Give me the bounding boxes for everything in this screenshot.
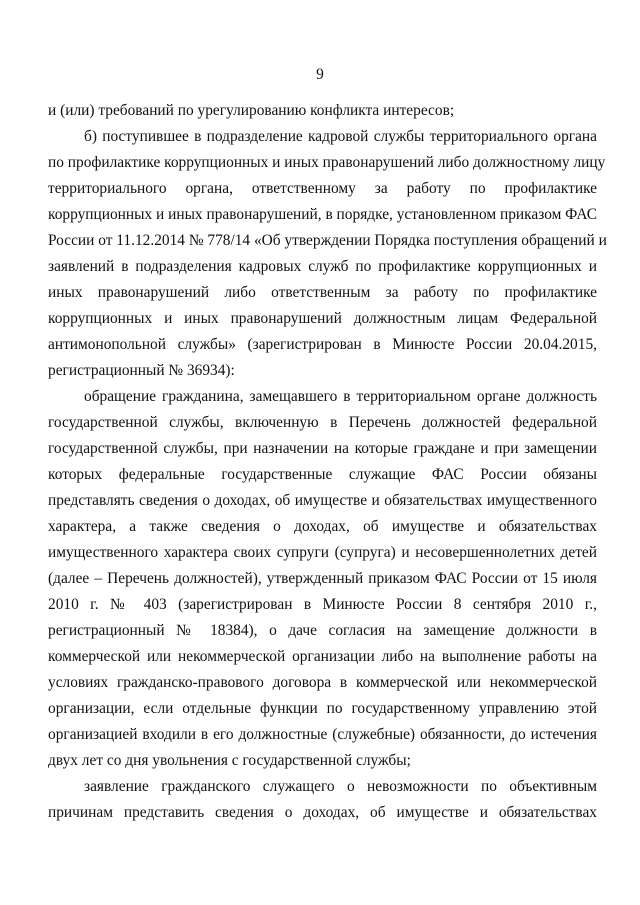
text-line: б) поступившее в подразделение кадровой службы территориального органа	[84, 128, 597, 145]
text-line: коррупционных и иных правонарушений, в порядке, установленном приказом ФАС	[48, 206, 597, 223]
text-line: по профилактике коррупционных и иных правонарушений либо должностному лицу	[48, 154, 606, 171]
text-line: 2010 г. № 403 (зарегистрирован в Минюсте России 8 сентября 2010 г.,	[48, 596, 597, 613]
text-line: заявление гражданского служащего о невозможности по объективным	[84, 778, 597, 795]
text-line: которых федеральные государственные служащие ФАС России обязаны	[48, 466, 597, 483]
text-line: регистрационный № 18384), о даче согласия на замещение должности в	[48, 622, 597, 639]
text-line: коммерческой или некоммерческой организации либо на выполнение работы на	[48, 648, 597, 665]
text-line: регистрационный № 36934):	[48, 362, 235, 379]
text-line: представлять сведения о доходах, об имуществе и обязательствах имущественного	[48, 492, 597, 509]
text-line: двух лет со дня увольнения с государственной службы;	[48, 752, 411, 769]
text-line: причинам представить сведения о доходах, об имуществе и обязательствах	[48, 804, 597, 821]
text-line: обращение гражданина, замещавшего в территориальном органе должность	[84, 388, 597, 405]
text-line: условиях гражданско-правового договора в коммерческой или некоммерческой	[48, 674, 597, 691]
text-line: антимонопольной службы» (зарегистрирован в Минюсте России 20.04.2015,	[48, 336, 597, 353]
text-line: имущественного характера своих супруги (супруга) и несовершеннолетних детей	[48, 544, 597, 561]
text-line: территориального органа, ответственному за работу по профилактике	[48, 180, 597, 197]
text-line: и (или) требований по урегулированию конфликта интересов;	[48, 102, 455, 119]
text-line: характера, а также сведения о доходах, об имуществе и обязательствах	[48, 518, 597, 535]
text-line: России от 11.12.2014 № 778/14 «Об утверждении Порядка поступления обращений и	[48, 232, 607, 249]
page-number: 9	[316, 66, 324, 83]
text-line: организацией входили в его должностные (служебные) обязанности, до истечения	[48, 726, 597, 743]
text-line: (далее – Перечень должностей), утвержденный приказом ФАС России от 15 июля	[48, 570, 597, 587]
text-line: иных правонарушений либо ответственным за работу по профилактике	[48, 284, 597, 301]
text-line: заявлений в подразделения кадровых служб по профилактике коррупционных и	[48, 258, 597, 275]
text-line: государственной службы, при назначении на которые граждане и при замещении	[48, 440, 597, 457]
text-line: организации, если отдельные функции по государственному управлению этой	[48, 700, 597, 717]
text-line: коррупционных и иных правонарушений должностным лицам Федеральной	[48, 310, 597, 327]
text-line: государственной службы, включенную в Перечень должностей федеральной	[48, 414, 597, 431]
